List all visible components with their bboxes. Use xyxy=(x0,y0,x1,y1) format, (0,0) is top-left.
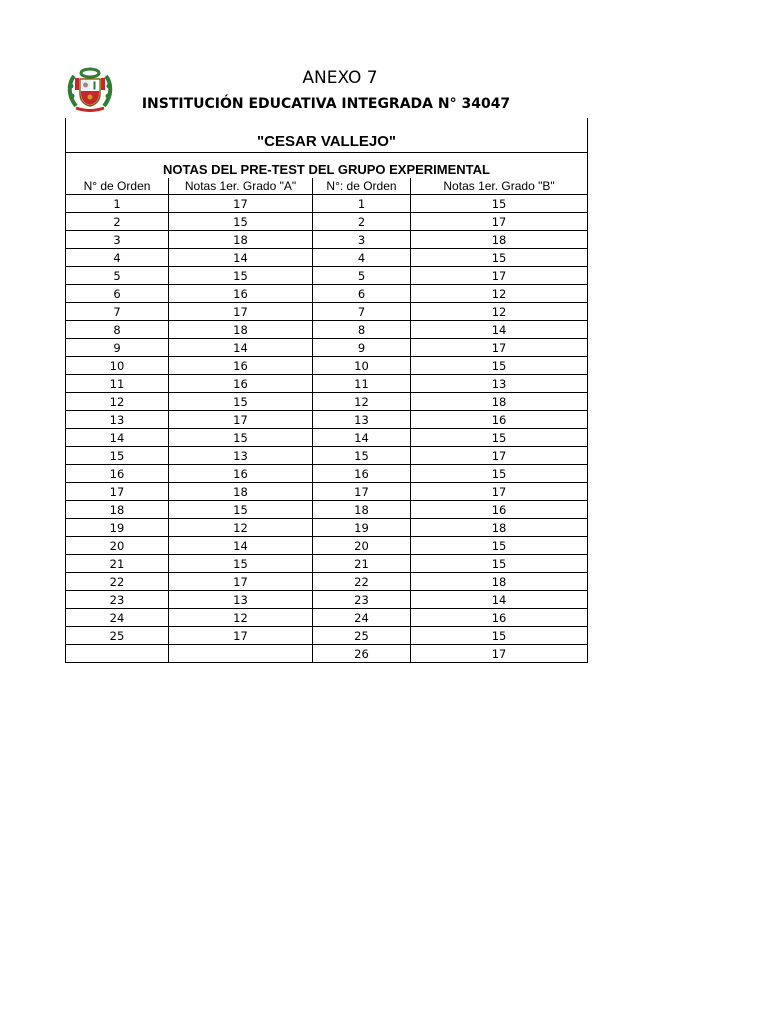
grade-b-cell: 15 xyxy=(411,357,588,375)
table-row xyxy=(66,249,588,267)
order-a-cell: 10 xyxy=(66,357,169,375)
order-a-cell: 21 xyxy=(66,555,169,573)
column-header-order-b: N°: de Orden xyxy=(313,178,411,195)
table-row xyxy=(66,555,588,573)
grade-b-cell: 16 xyxy=(411,501,588,519)
grade-b-cell: 13 xyxy=(411,375,588,393)
order-b-cell: 12 xyxy=(313,393,411,411)
order-a-cell: 7 xyxy=(66,303,169,321)
annex-title: ANEXO 7 xyxy=(302,68,378,88)
order-b-cell: 14 xyxy=(313,429,411,447)
order-a-cell: 22 xyxy=(66,573,169,591)
grade-a-cell: 17 xyxy=(169,627,313,645)
grade-b-cell: 15 xyxy=(411,465,588,483)
grade-b-cell: 16 xyxy=(411,609,588,627)
table-row xyxy=(66,645,588,663)
order-a-cell: 16 xyxy=(66,465,169,483)
order-a-cell: 13 xyxy=(66,411,169,429)
grade-b-cell: 16 xyxy=(411,411,588,429)
order-b-cell: 23 xyxy=(313,591,411,609)
grade-b-cell: 15 xyxy=(411,429,588,447)
table-row xyxy=(66,357,588,375)
grade-a-cell: 17 xyxy=(169,195,313,213)
grade-a-cell: 16 xyxy=(169,465,313,483)
table-row xyxy=(66,501,588,519)
table-row xyxy=(66,375,588,393)
table-row xyxy=(66,447,588,465)
grade-a-cell: 15 xyxy=(169,429,313,447)
order-a-cell: 2 xyxy=(66,213,169,231)
grade-a-cell: 13 xyxy=(169,591,313,609)
order-a-cell: 9 xyxy=(66,339,169,357)
order-a-cell: 18 xyxy=(66,501,169,519)
order-a-cell: 23 xyxy=(66,591,169,609)
order-b-cell: 8 xyxy=(313,321,411,339)
order-b-cell: 13 xyxy=(313,411,411,429)
order-b-cell: 11 xyxy=(313,375,411,393)
grade-b-cell: 17 xyxy=(411,213,588,231)
grade-a-cell: 12 xyxy=(169,609,313,627)
order-a-cell: 12 xyxy=(66,393,169,411)
order-a-cell: 3 xyxy=(66,231,169,249)
order-a-cell: 20 xyxy=(66,537,169,555)
order-a-cell: 25 xyxy=(66,627,169,645)
table-title: NOTAS DEL PRE-TEST DEL GRUPO EXPERIMENTAL xyxy=(66,153,588,179)
grade-b-cell: 18 xyxy=(411,393,588,411)
institution-name: INSTITUCIÓN EDUCATIVA INTEGRADA N° 34047 xyxy=(141,96,511,112)
grade-a-cell xyxy=(169,645,313,663)
order-a-cell: 6 xyxy=(66,285,169,303)
grade-a-cell: 17 xyxy=(169,573,313,591)
grade-a-cell: 16 xyxy=(169,357,313,375)
order-b-cell: 19 xyxy=(313,519,411,537)
table-row xyxy=(66,483,588,501)
grade-b-cell: 15 xyxy=(411,537,588,555)
grade-a-cell: 16 xyxy=(169,375,313,393)
order-b-cell: 9 xyxy=(313,339,411,357)
order-b-cell: 6 xyxy=(313,285,411,303)
order-b-cell: 1 xyxy=(313,195,411,213)
grade-a-cell: 18 xyxy=(169,231,313,249)
table-row xyxy=(66,591,588,609)
grade-b-cell: 15 xyxy=(411,627,588,645)
column-header-grades-a: Notas 1er. Grado "A" xyxy=(169,178,313,195)
order-b-cell: 4 xyxy=(313,249,411,267)
order-b-cell: 21 xyxy=(313,555,411,573)
grade-a-cell: 15 xyxy=(169,213,313,231)
grade-a-cell: 15 xyxy=(169,267,313,285)
table-row xyxy=(66,537,588,555)
grade-a-cell: 18 xyxy=(169,483,313,501)
table-row xyxy=(66,609,588,627)
table-row xyxy=(66,339,588,357)
order-a-cell: 24 xyxy=(66,609,169,627)
grade-a-cell: 14 xyxy=(169,537,313,555)
order-b-cell: 16 xyxy=(313,465,411,483)
order-a-cell: 5 xyxy=(66,267,169,285)
grade-b-cell: 14 xyxy=(411,321,588,339)
grade-b-cell: 17 xyxy=(411,339,588,357)
grade-b-cell: 14 xyxy=(411,591,588,609)
grade-a-cell: 15 xyxy=(169,501,313,519)
order-b-cell: 20 xyxy=(313,537,411,555)
grade-b-cell: 15 xyxy=(411,555,588,573)
table-row xyxy=(66,393,588,411)
grade-b-cell: 15 xyxy=(411,249,588,267)
grade-a-cell: 18 xyxy=(169,321,313,339)
grade-b-cell: 17 xyxy=(411,447,588,465)
grade-b-cell: 17 xyxy=(411,267,588,285)
grade-a-cell: 13 xyxy=(169,447,313,465)
order-b-cell: 2 xyxy=(313,213,411,231)
school-name: "CESAR VALLEJO" xyxy=(66,118,588,153)
table-row xyxy=(66,465,588,483)
grade-a-cell: 17 xyxy=(169,303,313,321)
grade-a-cell: 14 xyxy=(169,339,313,357)
grade-a-cell: 17 xyxy=(169,411,313,429)
order-a-cell: 14 xyxy=(66,429,169,447)
grade-b-cell: 18 xyxy=(411,573,588,591)
grade-b-cell: 18 xyxy=(411,519,588,537)
grade-b-cell: 12 xyxy=(411,285,588,303)
table-row xyxy=(66,321,588,339)
table-row xyxy=(66,195,588,213)
order-b-cell: 18 xyxy=(313,501,411,519)
order-b-cell: 15 xyxy=(313,447,411,465)
grades-table xyxy=(65,118,588,663)
grade-a-cell: 14 xyxy=(169,249,313,267)
order-a-cell: 1 xyxy=(66,195,169,213)
table-row xyxy=(66,231,588,249)
table-row xyxy=(66,519,588,537)
order-a-cell: 17 xyxy=(66,483,169,501)
column-header-order-a: N° de Orden xyxy=(66,178,169,195)
table-row xyxy=(66,627,588,645)
table-row xyxy=(66,285,588,303)
grade-b-cell: 17 xyxy=(411,645,588,663)
order-b-cell: 26 xyxy=(313,645,411,663)
order-b-cell: 5 xyxy=(313,267,411,285)
table-row xyxy=(66,429,588,447)
order-b-cell: 17 xyxy=(313,483,411,501)
table-row xyxy=(66,303,588,321)
order-b-cell: 22 xyxy=(313,573,411,591)
order-a-cell: 4 xyxy=(66,249,169,267)
grade-b-cell: 12 xyxy=(411,303,588,321)
grade-b-cell: 15 xyxy=(411,195,588,213)
order-b-cell: 7 xyxy=(313,303,411,321)
grade-b-cell: 17 xyxy=(411,483,588,501)
order-a-cell: 15 xyxy=(66,447,169,465)
order-b-cell: 10 xyxy=(313,357,411,375)
grade-a-cell: 12 xyxy=(169,519,313,537)
grade-a-cell: 15 xyxy=(169,555,313,573)
order-b-cell: 25 xyxy=(313,627,411,645)
table-row xyxy=(66,573,588,591)
grade-a-cell: 15 xyxy=(169,393,313,411)
order-b-cell: 24 xyxy=(313,609,411,627)
table-row xyxy=(66,267,588,285)
column-header-grades-b: Notas 1er. Grado "B" xyxy=(411,178,588,195)
order-a-cell: 8 xyxy=(66,321,169,339)
grade-b-cell: 18 xyxy=(411,231,588,249)
order-a-cell: 19 xyxy=(66,519,169,537)
order-b-cell: 3 xyxy=(313,231,411,249)
table-row xyxy=(66,213,588,231)
table-row xyxy=(66,411,588,429)
order-a-cell: 11 xyxy=(66,375,169,393)
order-a-cell xyxy=(66,645,169,663)
grade-a-cell: 16 xyxy=(169,285,313,303)
